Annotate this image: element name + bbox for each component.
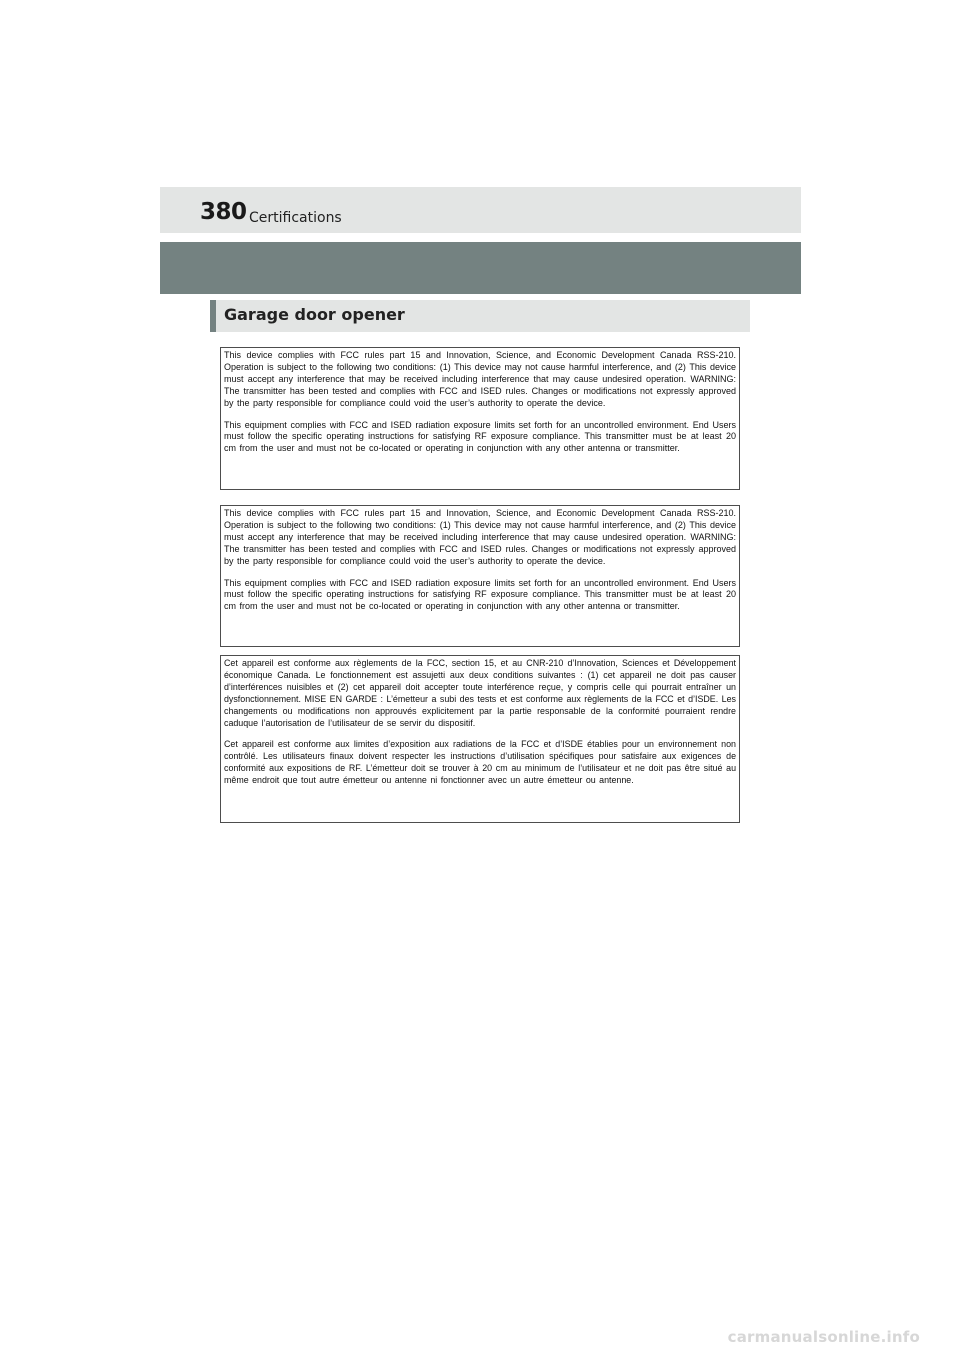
page-number: 380: [200, 199, 247, 225]
section-heading-garage-door-opener: [210, 300, 750, 332]
compliance-paragraph: This device complies with FCC rules part 15 and Innovation, Science, and Economic Development Canada RSS-210. Operation is subject to the following two conditions: (1) This device may not cause harmful interference, and (2) This device must accept any interference that may be received including interference that may cause undesired operation. WARNING: The transmitter has been tested and complies with FCC and ISED rules. Changes or modifications not expressly approved by the party responsible for compliance could void the user’s authority to operate the device.: [224, 508, 736, 566]
chapter-title: Certifications: [249, 210, 342, 226]
rf-exposure-paragraph-french: Cet appareil est conforme aux limites d’exposition aux radiations de la FCC et d’ISDE établies pour un environnement non contrôlé. Les utilisateurs finaux doivent respecter les instructions d’utilisation spécifiques pour satisfaire aux exigences de conformité aux expositions de RF. L’émetteur doit se trouver à 20 cm au minimum de l’utilisateur et ne doit pas être situé au même endroit que tout autre émetteur ou antenne ni fonctionner avec un autre émetteur ou antenne.: [224, 739, 736, 786]
fcc-ised-notice-english-2: [220, 505, 740, 647]
section-heading-text: Garage door opener: [224, 305, 405, 324]
rf-exposure-paragraph: This equipment complies with FCC and ISED radiation exposure limits set forth for an uncontrolled environment. End Users must follow the specific operating instructions for satisfying RF exposure compliance. This transmitter must be at least 20 cm from the user and must not be co-located or operating in conjunction with any other antenna or transmitter.: [224, 419, 736, 454]
compliance-paragraph-french: Cet appareil est conforme aux règlements de la FCC, section 15, et au CNR-210 d’Innovation, Sciences et Développement économique Canada. Le fonctionnement est assujetti aux deux conditions suivantes : (1) cet appareil ne doit pas causer d’interférences nuisibles et (2) cet appareil doit accepter toute interférence reçue, y compris celle qui pourrait entraîner un dysfonctionnement. MISE EN GARDE : L’émetteur a subi des tests et est conforme aux règlements de la FCC et d’ISDE. Les changements ou modifications non approuvés explicitement par la partie responsable de la conformité pourraient rendre caduque l’autorisation de l’utilisateur de se servir du dispositif.: [224, 658, 736, 728]
compliance-paragraph: This device complies with FCC rules part 15 and Innovation, Science, and Economic Development Canada RSS-210. Operation is subject to the following two conditions: (1) This device may not cause harmful interference, and (2) This device must accept any interference that may be received including interference that may cause undesired operation. WARNING: The transmitter has been tested and complies with FCC and ISED rules. Changes or modifications not expressly approved by the party responsible for compliance could void the user’s authority to operate the device.: [224, 350, 736, 408]
watermark-text: carmanualsonline.info: [727, 1328, 920, 1346]
fcc-ised-notice-english-1: [220, 347, 740, 490]
section-color-band: [160, 242, 801, 294]
rf-exposure-paragraph: This equipment complies with FCC and ISED radiation exposure limits set forth for an uncontrolled environment. End Users must follow the specific operating instructions for satisfying RF exposure compliance. This transmitter must be at least 20 cm from the user and must not be co-located or operating in conjunction with any other antenna or transmitter.: [224, 577, 736, 612]
fcc-ised-notice-french: [220, 655, 740, 823]
